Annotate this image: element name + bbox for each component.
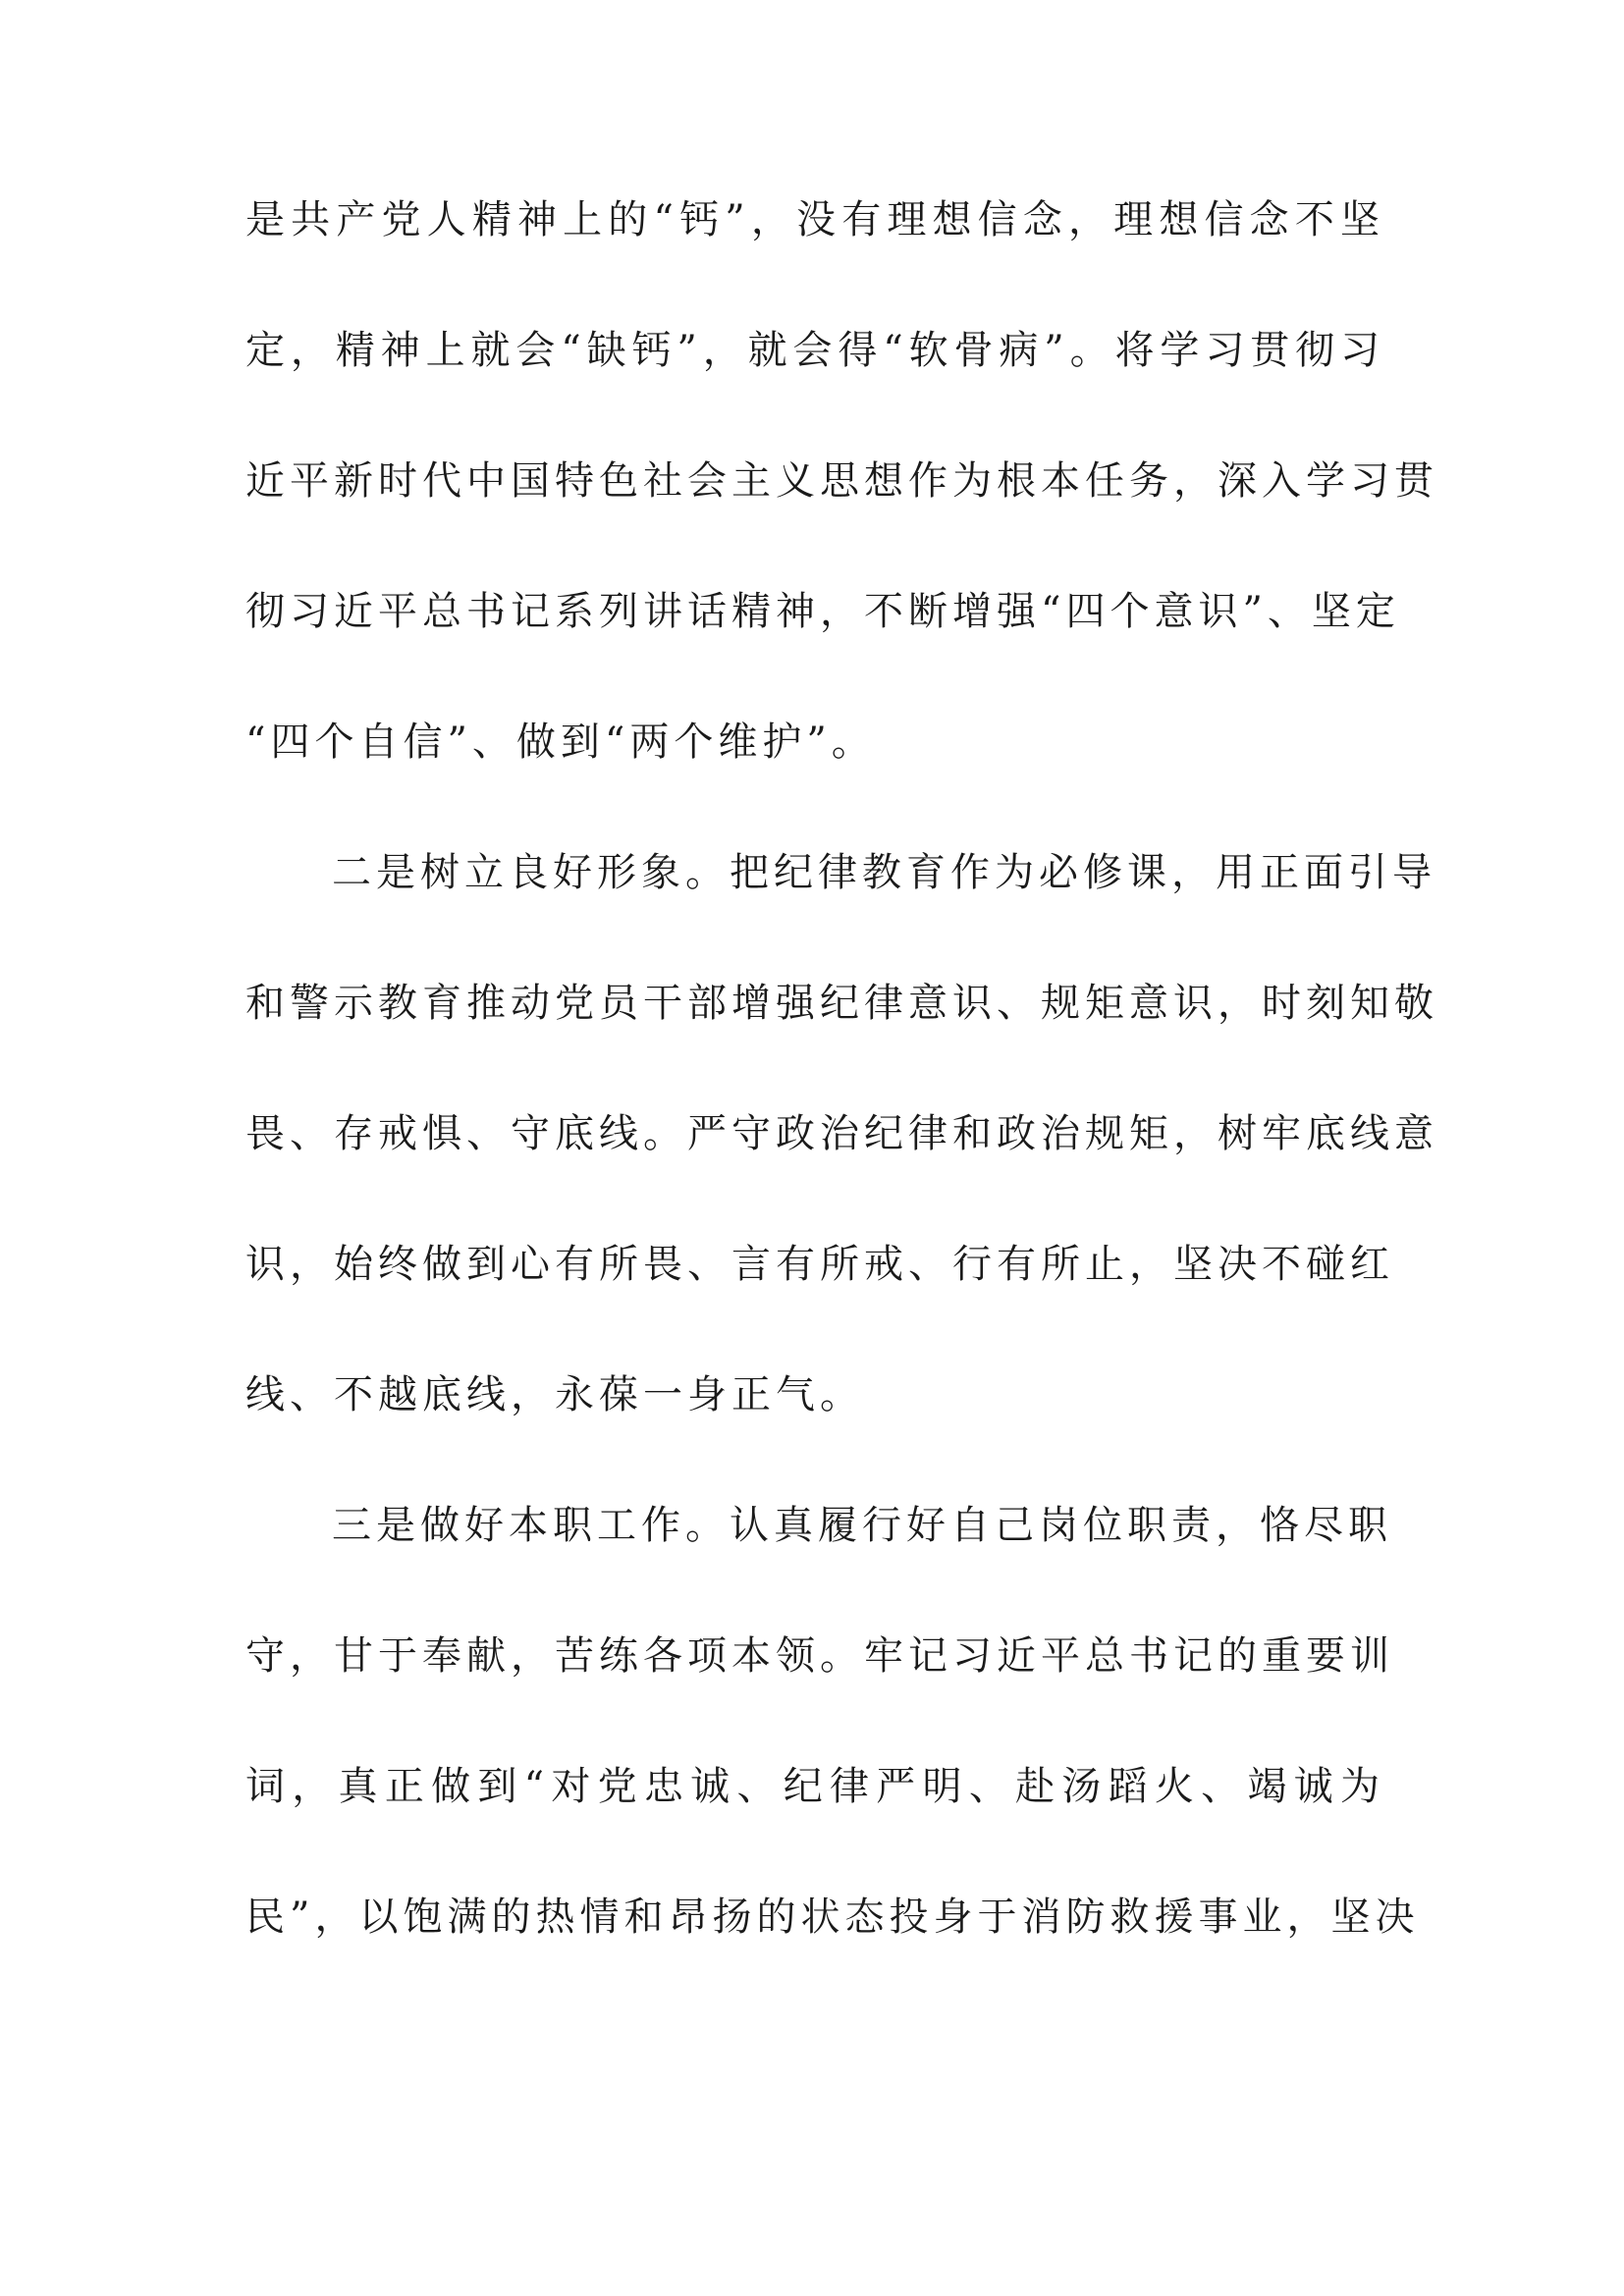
text-line: 线、不越底线，永葆一身正气。 <box>245 1372 864 1417</box>
text-line: 词，真正做到“对党忠诚、纪律严明、赴汤蹈火、竭诚为 <box>245 1764 1384 1809</box>
paragraph-1 <box>245 191 1438 771</box>
text-line: 三是做好本职工作。认真履行好自己岗位职责，恪尽职 <box>332 1503 1392 1548</box>
paragraph-2 <box>245 844 1438 1423</box>
text-line: 定，精神上就会“缺钙”，就会得“软骨病”。将学习贯彻习 <box>245 328 1384 373</box>
text-line: 彻习近平总书记系列讲话精神，不断增强“四个意识”、坚定 <box>245 589 1400 634</box>
text-line: 民”，以饱满的热情和昂扬的状态投身于消防救援事业，坚决 <box>245 1895 1420 1940</box>
text-line: 近平新时代中国特色社会主义思想作为根本任务，深入学习贯 <box>245 458 1438 504</box>
text-line: 守，甘于奉献，苦练各项本领。牢记习近平总书记的重要训 <box>245 1633 1394 1679</box>
text-line: 畏、存戒惧、守底线。严守政治纪律和政治规矩，树牢底线意 <box>245 1111 1438 1156</box>
text-line: “四个自信”、做到“两个维护”。 <box>245 720 876 765</box>
text-line: 是共产党人精神上的“钙”，没有理想信念，理想信念不坚 <box>245 197 1384 242</box>
document-body <box>245 191 1438 2019</box>
text-line: 二是树立良好形象。把纪律教育作为必修课，用正面引导 <box>332 850 1436 895</box>
text-line: 和警示教育推动党员干部增强纪律意识、规矩意识，时刻知敬 <box>245 981 1438 1026</box>
text-line: 识，始终做到心有所畏、言有所戒、行有所止，坚决不碰红 <box>245 1242 1394 1287</box>
paragraph-3 <box>245 1497 1420 1946</box>
